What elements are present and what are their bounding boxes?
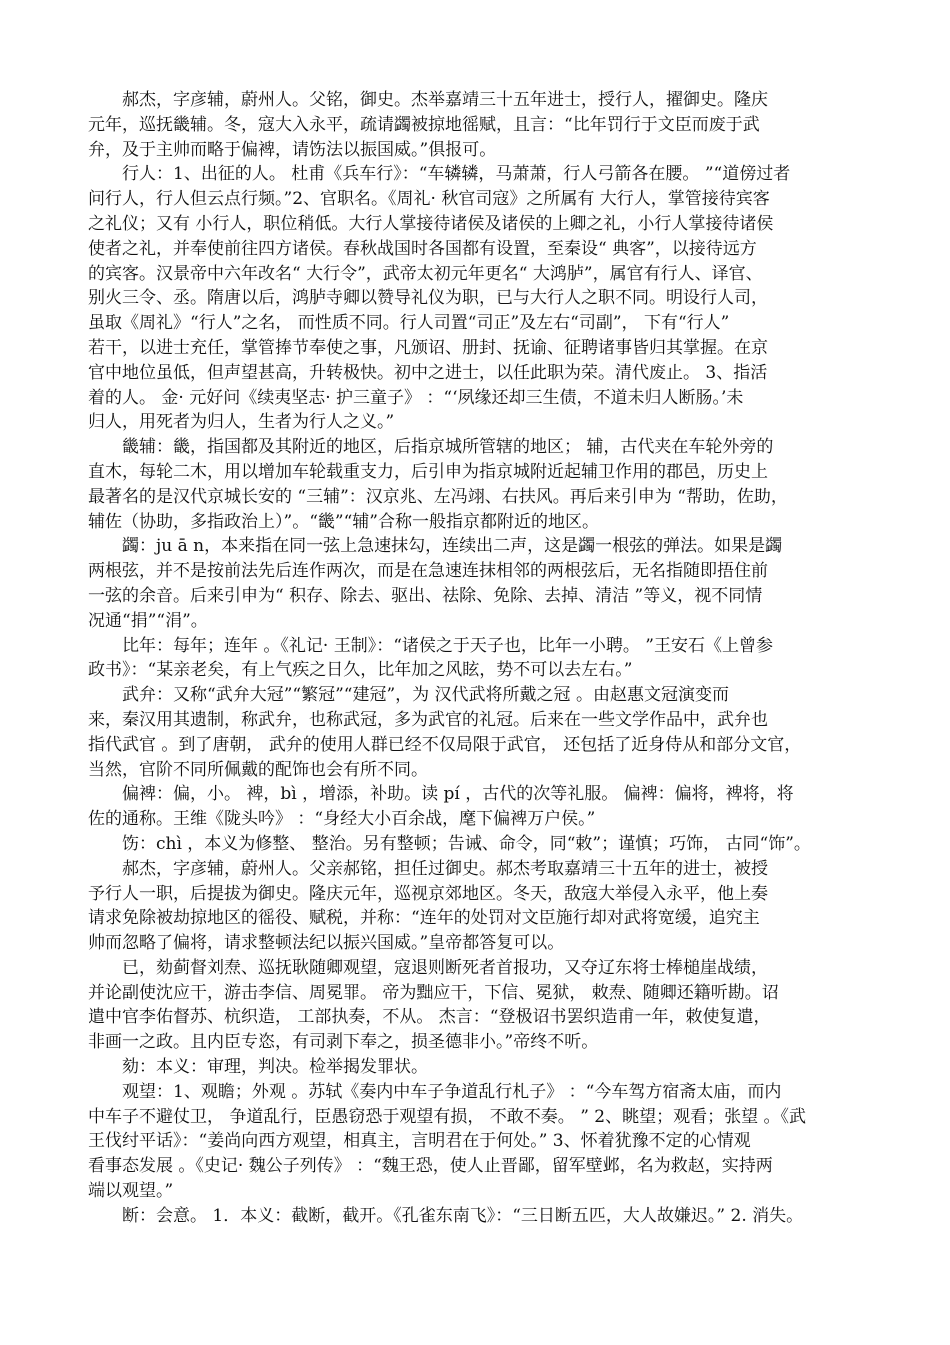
paragraph-second-original — [88, 956, 860, 1055]
paragraph-chi-note — [88, 832, 860, 857]
text-line: 偏裨：偏，小。 裨，bì ，增添，补助。读 pí ，古代的次等礼服。 偏裨：偏将，裨将，将 — [88, 784, 794, 805]
text-line: 弁，及于主帅而略于偏裨，请饬法以振国威。”俱报可。 — [88, 139, 497, 160]
text-line: 政书》：“某亲老矣，有上气疾之日久，比年加之风眩，势不可以去左右。” — [88, 660, 633, 681]
text-line: 两根弦，并不是按前法先后连作两次，而是在急速连抹相邻的两根弦后，无名指随即捂住前 — [88, 561, 768, 582]
paragraph-pianpi-note — [88, 782, 860, 832]
text-line: 直木，每轮二木，用以增加车轮载重支力，后引申为指京城附近起辅卫作用的郡邑，历史上 — [88, 461, 768, 482]
paragraph-guanwang-note — [88, 1080, 860, 1204]
text-line: 别火三令、丞。隋唐以后，鸿胪寺卿以赞导礼仪为职，已与大行人之职不同。明设行人司， — [88, 288, 768, 309]
text-line: 郝杰，字彦辅，蔚州人。父铭，御史。杰举嘉靖三十五年进士，授行人，擢御史。隆庆 — [88, 90, 768, 110]
text-line: 的宾客。汉景帝中六年改名“ 大行令”，武帝太初元年更名“ 大鸿胪”，属官有行人、译官、 — [88, 263, 763, 284]
paragraph-binian-note — [88, 634, 860, 684]
text-line: 饬：chì ，本义为修整、 整治。另有整顿；告诫、命令，同“敕”；谨慎；巧饰， 古同“饰”。 — [88, 833, 811, 854]
text-line: 佐的通称。王维《陇头吟》 ：“身经大小百余战，麾下偏裨万户侯。” — [88, 809, 596, 830]
text-line: 武弁：又称“武弁大冠”“繁冠”“建冠”，为 汉代武将所戴之冠 。由赵惠文冠演变而 — [88, 685, 729, 706]
text-line: 畿辅：畿，指国都及其附近的地区，后指京城所管辖的地区； 辅，古代夹在车轮外旁的 — [88, 437, 774, 458]
text-line: 蠲：ju ā n，本来指在同一弦上急速抹勾，连续出二声，这是蠲一根弦的弹法。如果是蠲 — [88, 536, 783, 557]
text-line: 官中地位虽低，但声望甚高，升转极快。初中之进士，以任此职为荣。清代废止。 3、指活 — [88, 362, 768, 383]
text-line: 元年，巡抚畿辅。冬，寇大入永平，疏请蠲被掠地徭赋，且言：“比年罚行于文臣而废于武 — [88, 114, 760, 135]
paragraph-wubian-note — [88, 683, 860, 782]
paragraph-jifu-note — [88, 435, 860, 534]
text-line: 王伐纣平话》：“姜尚向西方观望，相真主，言明君在于何处。” 3、怀着犹豫不定的心情观 — [88, 1131, 751, 1152]
paragraph-duan-note — [88, 1204, 860, 1229]
paragraph-he-note — [88, 1055, 860, 1080]
text-line: 问行人，行人但云点行频。”2、官职名。《周礼· 秋官司寇》之所属有 大行人，掌管接待宾客 — [88, 189, 770, 210]
text-line: 中车子不避仗卫， 争道乱行，臣愚窃恐于观望有损， 不敢不奏。 ” 2、眺望；观看；张望 。《武 — [88, 1106, 807, 1127]
text-line: 观望：1、观瞻；外观 。苏轼《奏内中车子争道乱行札子》 ：“今车驾方宿斋太庙，而内 — [88, 1081, 782, 1102]
text-line: 一弦的余音。后来引申为“ 积存、除去、驱出、祛除、免除、去掉、清洁 ”等义，视不同情 — [88, 585, 763, 606]
paragraph-juan-note — [88, 534, 860, 633]
text-line: 辅佐（协助，多指政治上）”。“畿”“辅”合称一般指京都附近的地区。 — [88, 511, 599, 532]
text-line: 看事态发展 。《史记· 魏公子列传》 ：“魏王恐，使人止晋鄙，留军壁邺，名为救赵，实持两 — [88, 1156, 773, 1177]
text-line: 指代武官 。到了唐朝， 武弁的使用人群已经不仅局限于武官， 还包括了近身侍从和部分文官， — [88, 734, 802, 755]
text-line: 予行人一职，后提拔为御史。隆庆元年，巡视京郊地区。冬天，敌寇大举侵入永平，他上奏 — [88, 883, 768, 904]
text-line: 最著名的是汉代京城长安的 “三辅”：汉京兆、左冯翊、右扶风。再后来引申为 “帮助，佐助， — [88, 486, 788, 507]
text-line: 请求免除被劫掠地区的徭役、赋税，并称：“连年的处罚对文臣施行却对武将宽缓，追究主 — [88, 908, 760, 929]
text-line: 当然，官阶不同所佩戴的配饰也会有所不同。 — [88, 759, 428, 780]
text-line: 着的人。 金· 元好问《续夷坚志· 护三童子》 ：“‘夙缘还却三生债，不道未归人断肠。’未 — [88, 387, 744, 408]
text-line: 郝杰，字彦辅，蔚州人。父亲郝铭，担任过御史。郝杰考取嘉靖三十五年的进士，被授 — [88, 858, 768, 879]
text-line: 使者之礼，并奉使前往四方诸侯。春秋战国时各国都有设置，至秦设“ 典客”，以接待远方 — [88, 238, 757, 259]
text-line: 况通“捐”“涓”。 — [88, 610, 208, 631]
text-line: 虽取《周礼》“行人”之名， 而性质不同。行人司置“司正”及左右“司副”， 下有“行人” — [88, 313, 730, 334]
text-line: 行人：1、出征的人。 杜甫《兵车行》：“车辚辚，马萧萧，行人弓箭各在腰。 ”“道傍过者 — [88, 164, 791, 185]
paragraph-xingren-note — [88, 162, 860, 435]
text-line: 非画一之政。且内臣专恣，有司剥下奉之，损圣德非小。”帝终不听。 — [88, 1032, 599, 1053]
text-line: 帅而忽略了偏将，请求整顿法纪以振兴国威。”皇帝都答复可以。 — [88, 933, 565, 954]
text-line: 已，劾蓟督刘焘、巡抚耿随卿观望，寇退则断死者首报功，又夺辽东将士棒槌崖战绩， — [88, 957, 768, 978]
document-page — [88, 88, 860, 1229]
paragraph-hao-jie-original — [88, 88, 860, 162]
text-line: 并论副使沈应干，游击李信、周冕罪。 帝为黜应干，下信、冕狱， 敕焘、随卿还籍听勘。诏 — [88, 982, 779, 1003]
text-line: 若干，以进士充任，掌管捧节奉使之事，凡颁诏、册封、抚谕、征聘诸事皆归其掌握。在京 — [88, 337, 768, 358]
text-line: 之礼仪；又有 小行人，职位稍低。大行人掌接待诸侯及诸侯的上卿之礼，小行人掌接待诸侯 — [88, 213, 774, 234]
text-line: 端以观望。” — [88, 1181, 174, 1202]
text-line: 劾：本义：审理，判决。检举揭发罪状。 — [88, 1057, 428, 1078]
text-line: 归人，用死者为归人，生者为行人之义。” — [88, 412, 395, 433]
text-line: 来，秦汉用其遗制，称武弁，也称武冠，多为武官的礼冠。后来在一些文学作品中，武弁也 — [88, 709, 768, 730]
text-line: 比年：每年；连年 。《礼记· 王制》：“诸侯之于天子也，比年一小聘。 ”王安石《上曾参 — [88, 635, 773, 656]
text-line: 断：会意。 1．本义：截断，截开。《孔雀东南飞》：“三日断五匹，大人故嫌迟。” 2. 消失。 — [88, 1205, 804, 1226]
paragraph-hao-jie-translation — [88, 857, 860, 956]
text-line: 遣中官李佑督苏、杭织造， 工部执奏，不从。 杰言：“登极诏书罢织造甫一年，敕使复遣， — [88, 1007, 771, 1028]
